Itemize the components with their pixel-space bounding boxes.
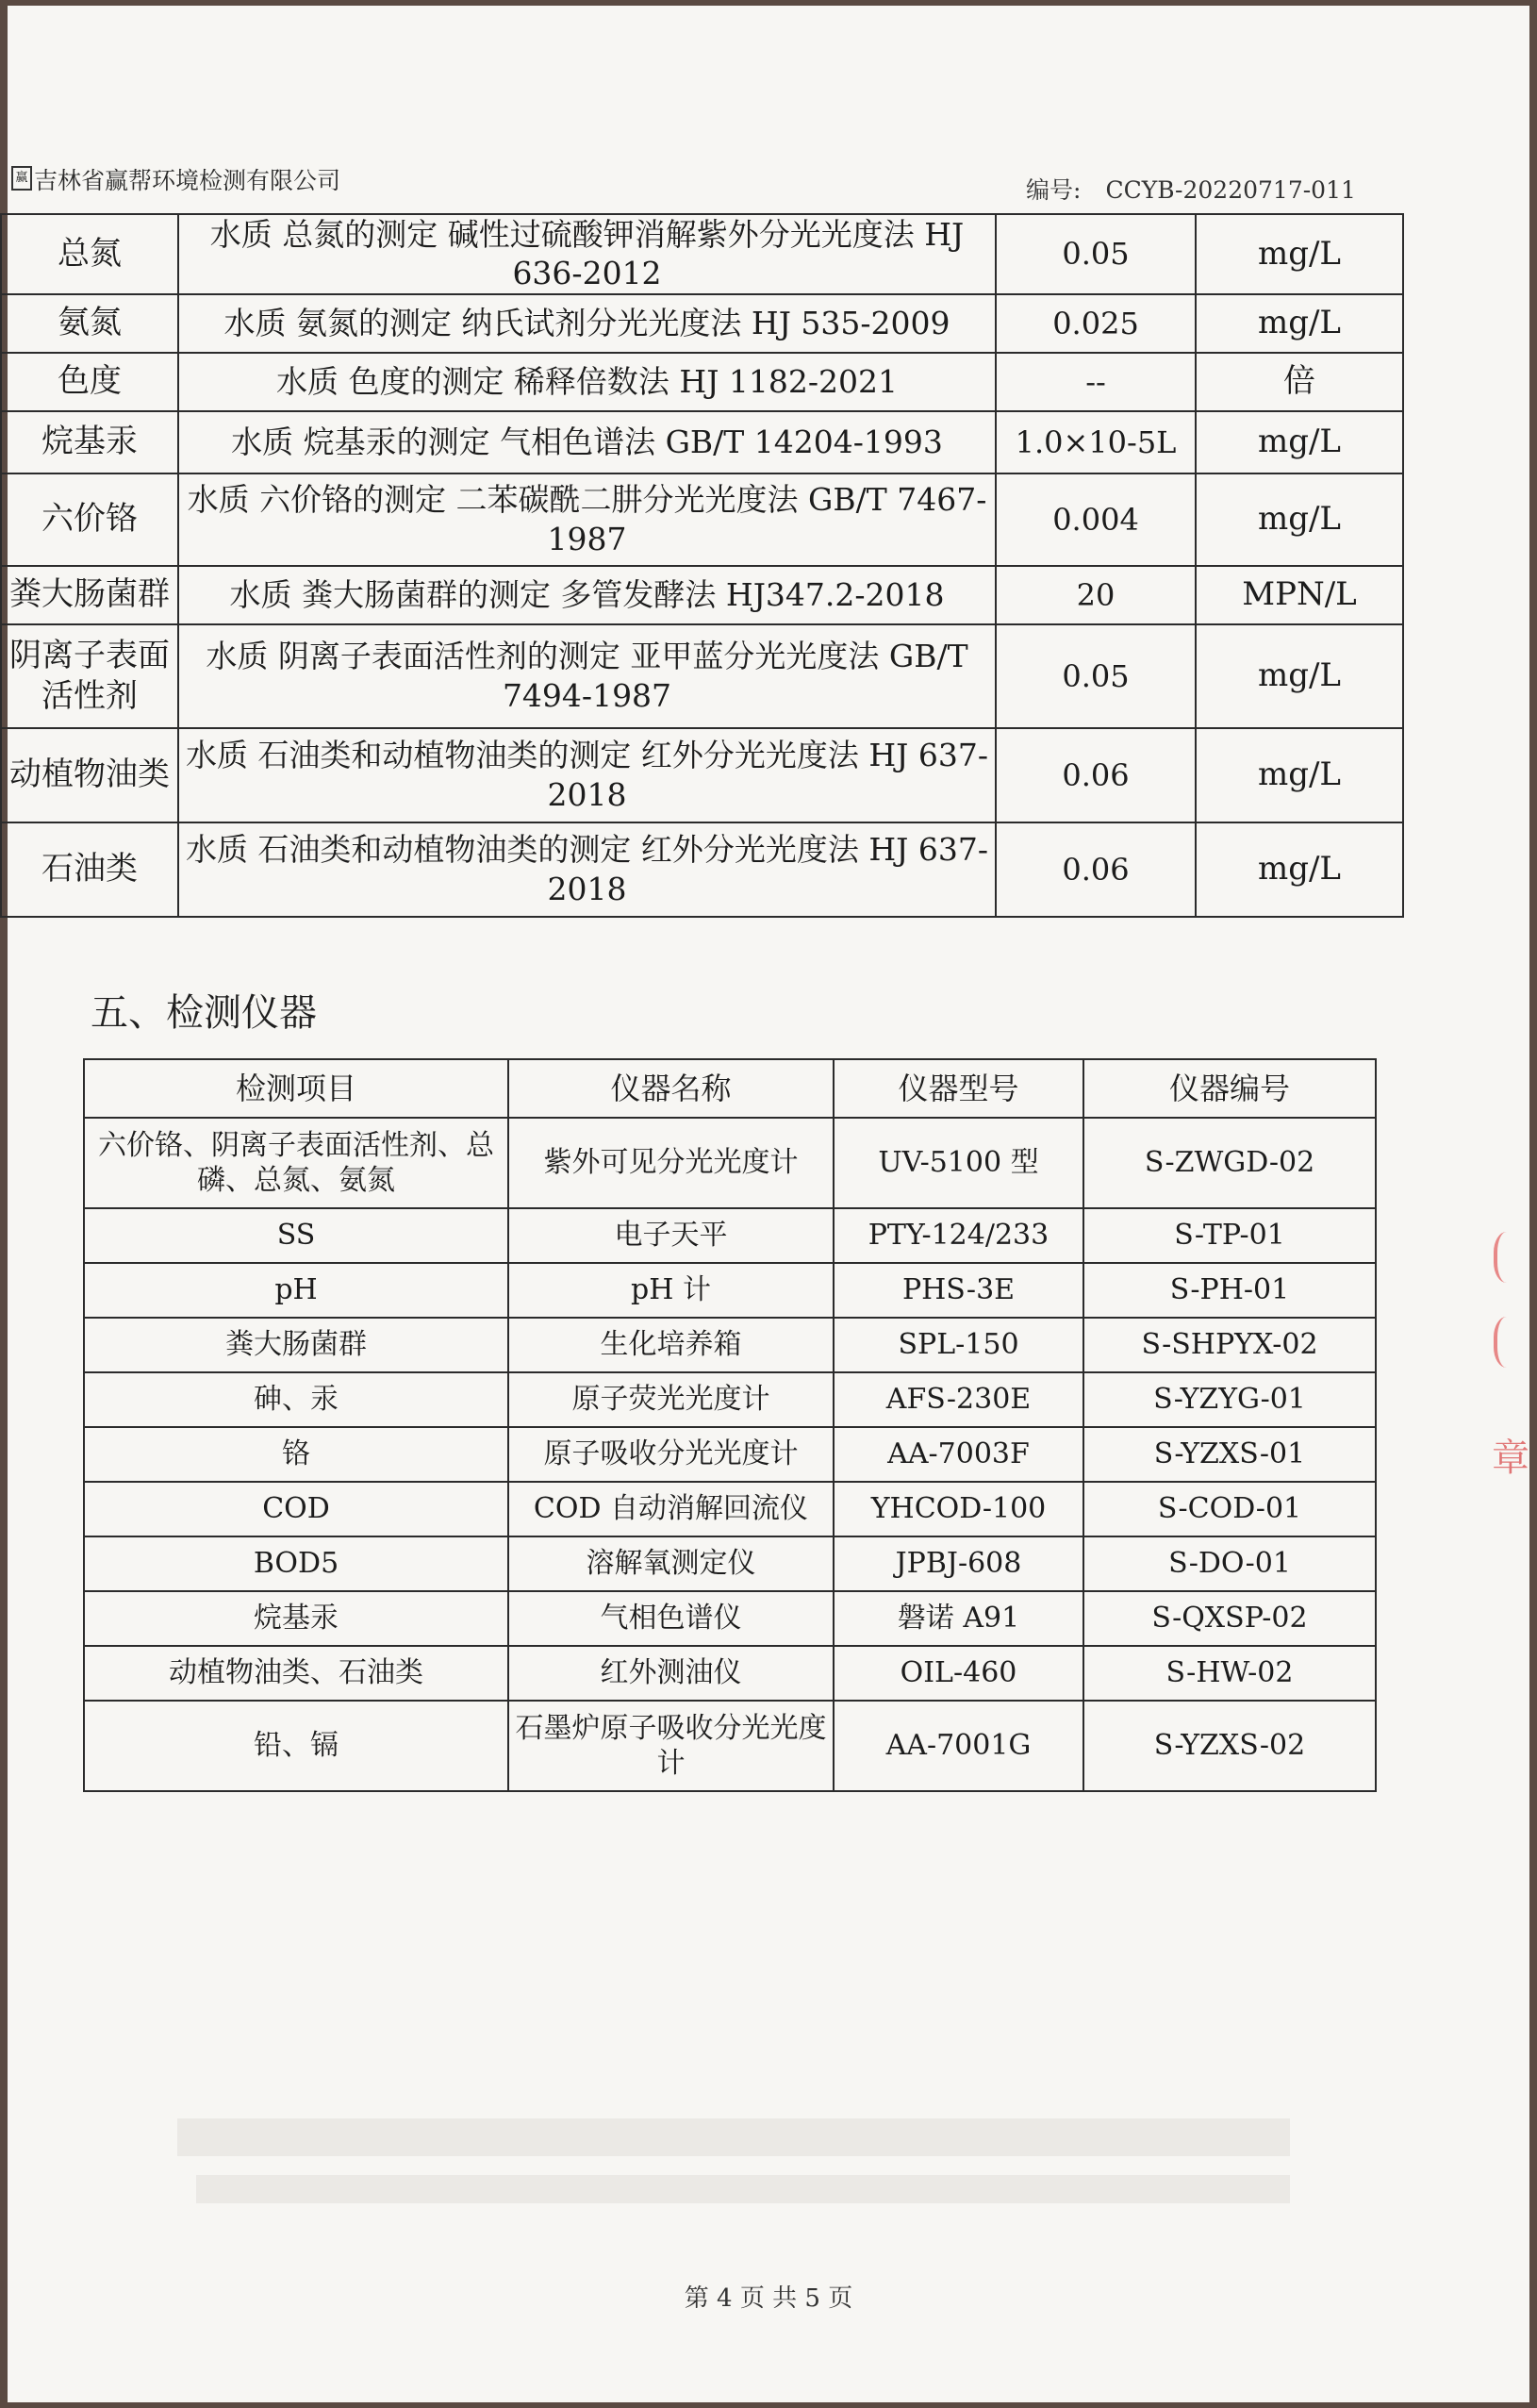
instrument-item-cell: 六价铬、阴离子表面活性剂、总磷、总氮、氨氮 (84, 1118, 508, 1208)
instrument-model-cell: AA-7003F (834, 1427, 1083, 1482)
column-header-model: 仪器型号 (834, 1059, 1083, 1118)
detection-limit-cell: 0.06 (996, 822, 1196, 917)
test-method-cell: 水质 总氮的测定 碱性过硫酸钾消解紫外分光光度法 HJ 636-2012 (178, 214, 996, 294)
instrument-code-cell: S-HW-02 (1083, 1646, 1376, 1701)
test-method-cell: 水质 石油类和动植物油类的测定 红外分光光度法 HJ 637-2018 (178, 728, 996, 822)
table-row (1, 566, 1403, 624)
table-row (84, 1536, 1376, 1591)
instrument-code-cell: S-QXSP-02 (1083, 1591, 1376, 1646)
instruments-table-body (84, 1118, 1376, 1791)
detection-limit-cell: -- (996, 353, 1196, 411)
methods-table (0, 213, 1404, 918)
table-row (1, 294, 1403, 353)
table-row (1, 411, 1403, 473)
instrument-code-cell: S-YZXS-01 (1083, 1427, 1376, 1482)
instrument-name-cell: 石墨炉原子吸收分光光度计 (508, 1701, 834, 1791)
table-header-row (84, 1059, 1376, 1118)
instrument-item-cell: 烷基汞 (84, 1591, 508, 1646)
table-row (84, 1372, 1376, 1427)
instrument-name-cell: 红外测油仪 (508, 1646, 834, 1701)
instrument-item-cell: BOD5 (84, 1536, 508, 1591)
instrument-name-cell: 原子荧光光度计 (508, 1372, 834, 1427)
test-item-cell: 动植物油类 (1, 728, 178, 822)
instrument-name-cell: COD 自动消解回流仪 (508, 1482, 834, 1536)
instrument-model-cell: AA-7001G (834, 1701, 1083, 1791)
table-row (84, 1208, 1376, 1263)
instrument-model-cell: YHCOD-100 (834, 1482, 1083, 1536)
instrument-item-cell: 动植物油类、石油类 (84, 1646, 508, 1701)
instrument-model-cell: PTY-124/233 (834, 1208, 1083, 1263)
test-method-cell: 水质 色度的测定 稀释倍数法 HJ 1182-2021 (178, 353, 996, 411)
table-row (84, 1427, 1376, 1482)
unit-cell: mg/L (1196, 294, 1403, 353)
detection-limit-cell: 0.06 (996, 728, 1196, 822)
table-row (84, 1318, 1376, 1372)
bleed-through-mark (196, 2175, 1290, 2203)
instrument-model-cell: SPL-150 (834, 1318, 1083, 1372)
unit-cell: MPN/L (1196, 566, 1403, 624)
instrument-model-cell: JPBJ-608 (834, 1536, 1083, 1591)
table-row (84, 1591, 1376, 1646)
instrument-model-cell: UV-5100 型 (834, 1118, 1083, 1208)
column-header-name: 仪器名称 (508, 1059, 834, 1118)
test-method-cell: 水质 烷基汞的测定 气相色谱法 GB/T 14204-1993 (178, 411, 996, 473)
unit-cell: mg/L (1196, 624, 1403, 728)
instruments-table-head (84, 1059, 1376, 1118)
unit-cell: mg/L (1196, 728, 1403, 822)
instrument-code-cell: S-YZXS-02 (1083, 1701, 1376, 1791)
instruments-table (83, 1058, 1377, 1792)
instrument-item-cell: SS (84, 1208, 508, 1263)
instrument-name-cell: 原子吸收分光光度计 (508, 1427, 834, 1482)
detection-limit-cell: 0.05 (996, 624, 1196, 728)
company-name: 吉林省赢帮环境检测有限公司 (34, 167, 341, 194)
instrument-name-cell: 紫外可见分光光度计 (508, 1118, 834, 1208)
test-method-cell: 水质 石油类和动植物油类的测定 红外分光光度法 HJ 637-2018 (178, 822, 996, 917)
table-row (1, 728, 1403, 822)
test-item-cell: 总氮 (1, 214, 178, 294)
stamp-mark (1494, 1232, 1526, 1283)
table-row (1, 353, 1403, 411)
instrument-item-cell: 砷、汞 (84, 1372, 508, 1427)
detection-limit-cell: 20 (996, 566, 1196, 624)
table-row (84, 1701, 1376, 1791)
test-item-cell: 石油类 (1, 822, 178, 917)
unit-cell: mg/L (1196, 473, 1403, 566)
company-logo: 赢 (11, 166, 32, 191)
table-row (84, 1482, 1376, 1536)
section-title-instruments: 五、检测仪器 (91, 991, 317, 1035)
table-row (84, 1263, 1376, 1318)
instrument-item-cell: 粪大肠菌群 (84, 1318, 508, 1372)
instrument-model-cell: 磐诺 A91 (834, 1591, 1083, 1646)
instrument-code-cell: S-ZWGD-02 (1083, 1118, 1376, 1208)
table-row (1, 214, 1403, 294)
stamp-glyph: 章 (1492, 1436, 1529, 1480)
instrument-code-cell: S-DO-01 (1083, 1536, 1376, 1591)
bleed-through-mark (177, 2118, 1290, 2156)
table-row (1, 473, 1403, 566)
detection-limit-cell: 0.025 (996, 294, 1196, 353)
table-row (1, 822, 1403, 917)
report-number-label: 编号: (1026, 176, 1082, 204)
table-row (84, 1646, 1376, 1701)
test-method-cell: 水质 粪大肠菌群的测定 多管发酵法 HJ347.2-2018 (178, 566, 996, 624)
instrument-name-cell: 电子天平 (508, 1208, 834, 1263)
instrument-item-cell: 铬 (84, 1427, 508, 1482)
instrument-item-cell: COD (84, 1482, 508, 1536)
test-method-cell: 水质 阴离子表面活性剂的测定 亚甲蓝分光光度法 GB/T 7494-1987 (178, 624, 996, 728)
instrument-item-cell: 铅、镉 (84, 1701, 508, 1791)
instrument-name-cell: pH 计 (508, 1263, 834, 1318)
test-item-cell: 色度 (1, 353, 178, 411)
instrument-model-cell: AFS-230E (834, 1372, 1083, 1427)
table-row (1, 624, 1403, 728)
methods-table-body (1, 214, 1403, 917)
test-method-cell: 水质 氨氮的测定 纳氏试剂分光光度法 HJ 535-2009 (178, 294, 996, 353)
column-header-item: 检测项目 (84, 1059, 508, 1118)
column-header-code: 仪器编号 (1083, 1059, 1376, 1118)
page-number: 第 4 页 共 5 页 (684, 2284, 853, 2313)
unit-cell: 倍 (1196, 353, 1403, 411)
test-item-cell: 烷基汞 (1, 411, 178, 473)
test-item-cell: 阴离子表面活性剂 (1, 624, 178, 728)
instrument-name-cell: 生化培养箱 (508, 1318, 834, 1372)
instrument-item-cell: pH (84, 1263, 508, 1318)
instrument-name-cell: 溶解氧测定仪 (508, 1536, 834, 1591)
page-header (8, 158, 1365, 204)
unit-cell: mg/L (1196, 822, 1403, 917)
instrument-code-cell: S-PH-01 (1083, 1263, 1376, 1318)
instrument-code-cell: S-SHPYX-02 (1083, 1318, 1376, 1372)
test-method-cell: 水质 六价铬的测定 二苯碳酰二肼分光光度法 GB/T 7467-1987 (178, 473, 996, 566)
instrument-code-cell: S-TP-01 (1083, 1208, 1376, 1263)
document-page (8, 6, 1529, 2402)
table-row (84, 1118, 1376, 1208)
stamp-mark (1494, 1317, 1526, 1368)
detection-limit-cell: 0.004 (996, 473, 1196, 566)
unit-cell: mg/L (1196, 411, 1403, 473)
detection-limit-cell: 1.0×10-5L (996, 411, 1196, 473)
red-seal-stamp (1490, 1232, 1529, 1534)
detection-limit-cell: 0.05 (996, 214, 1196, 294)
report-number-value: CCYB-20220717-011 (1105, 176, 1356, 204)
instrument-name-cell: 气相色谱仪 (508, 1591, 834, 1646)
test-item-cell: 粪大肠菌群 (1, 566, 178, 624)
instrument-code-cell: S-YZYG-01 (1083, 1372, 1376, 1427)
instrument-model-cell: PHS-3E (834, 1263, 1083, 1318)
instrument-model-cell: OIL-460 (834, 1646, 1083, 1701)
report-number (1026, 172, 1356, 206)
test-item-cell: 氨氮 (1, 294, 178, 353)
instrument-code-cell: S-COD-01 (1083, 1482, 1376, 1536)
unit-cell: mg/L (1196, 214, 1403, 294)
test-item-cell: 六价铬 (1, 473, 178, 566)
